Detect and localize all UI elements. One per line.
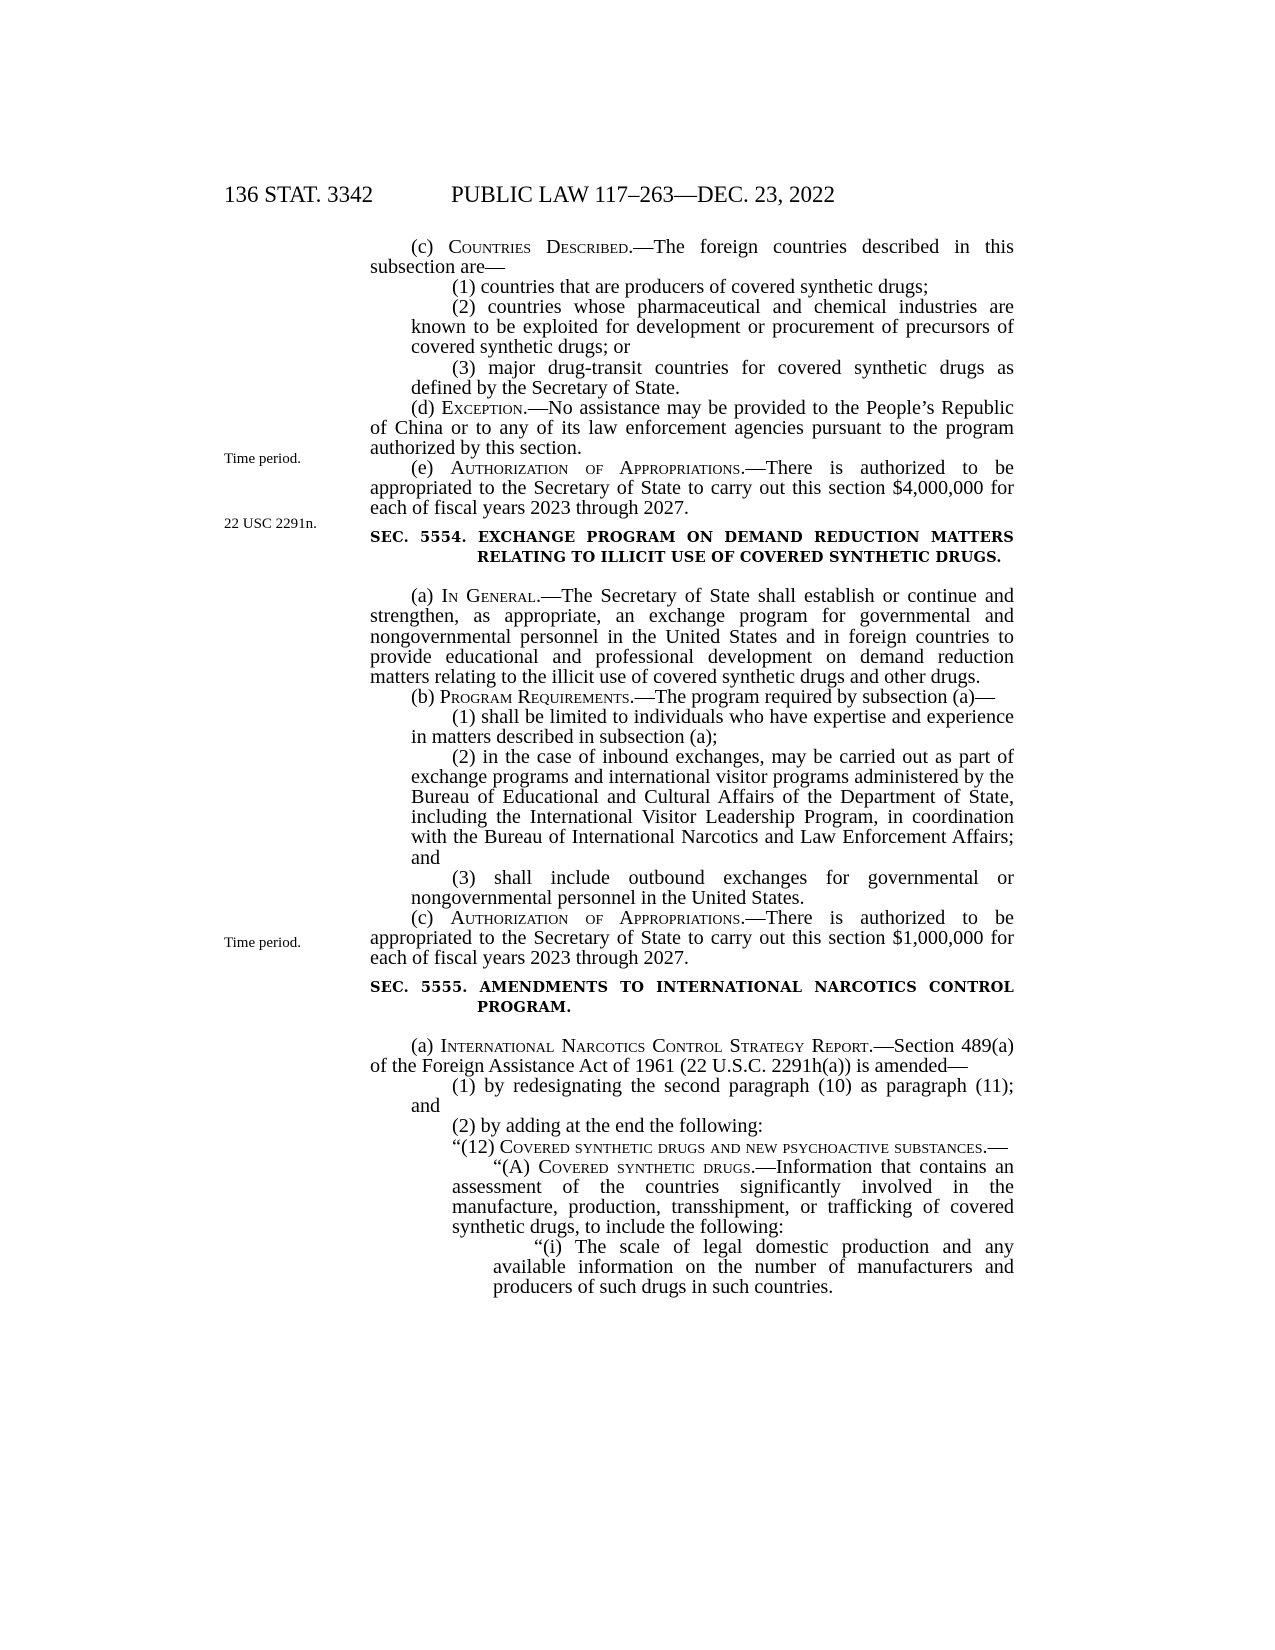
- clause-b3: (3) shall include outbound exchanges for governmental or nongovernmental personnel in the United States.: [411, 866, 1014, 909]
- paragraph-text: —The Secretary of State shall establish or continue and strengthen, as appropriate, an exchange program for governmental and nongovernmental personnel in the United States and in foreign countries to provide educational and professional development on demand reduction matters relating to the illicit use of covered synthetic drugs and other drugs.: [370, 585, 1014, 688]
- paragraph-c-countries-described: (c) Countries Described.—The foreign countries described in this subsection are—: [370, 236, 1014, 279]
- paragraph-text: —Information that contains an assessment of the countries significantly involved in the manufacture, production, transshipment, or trafficking of covered synthetic drugs, to include the following:: [452, 1155, 1015, 1238]
- section-5555-heading: SEC. 5555. AMENDMENTS TO INTERNATIONAL NARCOTICS CONTROL PROGRAM.: [370, 979, 1014, 1017]
- paragraph-a-in-general: (a) In General.—The Secretary of State shall establish or continue and strengthen, as appropriate, an exchange program for governmental and nongovernmental personnel in the United States and in foreign countries to provide educational and professional development on demand reduction matters relating to the illicit use of covered synthetic drugs and other drugs.: [370, 585, 1014, 688]
- clause-c1: (1) countries that are producers of covered synthetic drugs;: [452, 276, 929, 299]
- clause-a1: (1) by redesignating the second paragraph (10) as paragraph (11); and: [411, 1075, 1014, 1118]
- quoted-paragraph-12: [370, 1137, 1014, 1157]
- paragraph-text: —There is authorized to be appropriated to the Secretary of State to carry out this section $4,000,000 for each of fiscal years 2023 through 2027.: [370, 457, 1015, 520]
- paragraph-heading: Countries Described.: [448, 236, 634, 258]
- paragraph-e-authorization: (e) Authorization of Appropriations.—There is authorized to be appropriated to the Secretary of State to carry out this section $4,000,000 for each of fiscal years 2023 through 2027.: [370, 457, 1015, 520]
- paragraph-text: —The foreign countries described in this subsection are—: [370, 236, 1014, 279]
- em-dash: —: [987, 1135, 1008, 1158]
- margin-note-time-period: Time period.: [224, 451, 301, 467]
- paragraph-heading: Authorization of Appropriations.: [450, 457, 746, 480]
- paragraph-text: —The program required by subsection (a)—: [634, 685, 996, 708]
- paragraph-heading: Covered synthetic drugs.: [538, 1155, 756, 1178]
- margin-note-usc-citation: 22 USC 2291n.: [224, 516, 317, 532]
- clause-b2: (2) in the case of inbound exchanges, may be carried out as part of exchange programs and international visitor programs administered by the Bureau of Educational and Cultural Affairs of the Department of State, including the International Visitor Leadership Program, in coordination with the Bureau of International Narcotics and Law Enforcement Affairs; and: [411, 746, 1014, 869]
- statute-page-number: 136 STAT. 3342: [224, 182, 374, 207]
- paragraph-text: —Section 489(a) of the Foreign Assistance Act of 1961 (22 U.S.C. 2291h(a)) is amended—: [370, 1035, 1014, 1078]
- section-5554-heading: SEC. 5554. EXCHANGE PROGRAM ON DEMAND REDUCTION MATTERS RELATING TO ILLICIT USE OF COVERED SYNTHETIC DRUGS.: [370, 529, 1014, 567]
- paragraph-heading: Exception.: [441, 396, 528, 419]
- quoted-clause-i: “(i) The scale of legal domestic production and any available information on the number of manufacturers and producers of such drugs in such countries.: [493, 1236, 1014, 1299]
- quoted-subparagraph-A: [370, 1157, 1014, 1237]
- public-law-title: PUBLIC LAW 117–263—DEC. 23, 2022: [451, 182, 836, 207]
- paragraph-heading: International Narcotics Control Strategy Report.: [440, 1035, 874, 1058]
- clause-b1: (1) shall be limited to individuals who have expertise and experience in matters described in subsection (a);: [411, 705, 1014, 748]
- paragraph-a-incsr: (a) International Narcotics Control Strategy Report.—Section 489(a) of the Foreign Assistance Act of 1961 (22 U.S.C. 2291h(a)) is amended—: [370, 1035, 1014, 1078]
- paragraph-text: —There is authorized to be appropriated to the Secretary of State to carry out this section $1,000,000 for each of fiscal years 2023 through 2027.: [370, 906, 1015, 969]
- margin-note-time-period: Time period.: [224, 935, 301, 951]
- paragraph-c-authorization: (c) Authorization of Appropriations.—There is authorized to be appropriated to the Secretary of State to carry out this section $1,000,000 for each of fiscal years 2023 through 2027.: [370, 906, 1015, 969]
- paragraph-heading: Program Requirements.: [439, 685, 635, 708]
- paragraph-b-program-requirements: (b) Program Requirements.—The program required by subsection (a)—: [411, 685, 996, 708]
- document-body: [370, 237, 1014, 1297]
- clause-c3: (3) major drug-transit countries for covered synthetic drugs as defined by the Secretary of State.: [411, 356, 1014, 399]
- page-header: [224, 180, 1124, 210]
- subparagraph-label: “(A): [493, 1155, 539, 1178]
- paragraph-d-exception: (d) Exception.—No assistance may be provided to the People’s Republic of China or to any of its law enforcement agencies pursuant to the program authorized by this section.: [370, 396, 1014, 459]
- paragraph-heading: Authorization of Appropriations.: [450, 906, 746, 929]
- paragraph-heading: In General.: [441, 585, 542, 608]
- paragraph-text: —No assistance may be provided to the People’s Republic of China or to any of its law enforcement agencies pursuant to the program authorized by this section.: [370, 396, 1014, 459]
- clause-c2: (2) countries whose pharmaceutical and chemical industries are known to be exploited for development or procurement of precursors of covered synthetic drugs; or: [411, 296, 1014, 359]
- paragraph-heading: “(12) Covered synthetic drugs and new psychoactive substances.: [452, 1135, 988, 1158]
- clause-a2: (2) by adding at the end the following:: [452, 1115, 764, 1138]
